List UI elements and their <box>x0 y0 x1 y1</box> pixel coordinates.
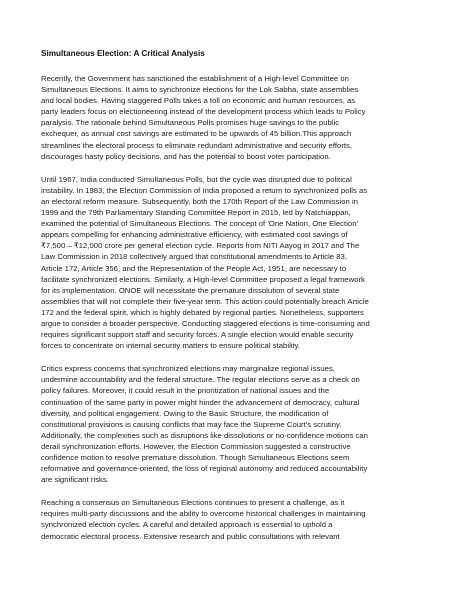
paragraph-history: Until 1967, India conducted Simultaneous Polls, but the cycle was disrupted due to political instability. In 1983, the Election Commission of India proposed a return to synchronized polls as an electoral reform measure. Subsequently, both the 170th Report of the Law Commission in 1999 and the 79th Parliamentary Standing Committee Report in 2015, led by Natchiappan, examined the potential of Simultaneous Elections. The concept of 'One Nation, One Election' appears compelling for enhancing administrative efficiency, with estimated cost savings of ₹7,500 – ₹12,000 crore per general election cycle. Reports from NITI Aayog in 2017 and The Law Commission in 2018 collectively argued that constitutional amendments to Article 83, Article 172, Article 356, and the Representation of the People Act, 1951, are necessary to facilitate synchronized elections. Similarly, a High-level Committee proposed a legal framework for its implementation. ONOE will necessitate the premature dissolution of several state assemblies that will not complete their five-year term. This action could potentially breach Article 172 and the federal spirit, which is highly debated by regional parties. Nonetheless, supporters argue to consider a broader perspective. Conducting staggered elections is time-consuming and requires significant support staff and security forces. A single election would enable security forces to concentrate on internal security matters to ensure political stability. <box>41 174 370 351</box>
paragraph-criticism: Critics express concerns that synchronized elections may marginalize regional issues, undermine accountability and the federal structure. The regular elections serve as a check on policy failures. Moreover, it could result in the prioritization of national issues and the continuation of the same party in power might hinder the advancement of democracy, cultural diversity, and political engagement. Owing to the Basic Structure, the modification of constitutional provisions is causing conflicts that may face the Supreme Court's scrutiny. Additionally, the complexities such as disruptions like dissolutions or no-confidence motions can derail synchronization efforts. However, the Election Commission suggested a constructive confidence motion to resolve premature dissolution. Though Simultaneous Elections seem reformative and governance-oriented, the loss of regional autonomy and reduced accountability are significant risks. <box>41 364 368 485</box>
paragraph-intro: Recently, the Government has sanctioned the establishment of a High-level Committee on Simultaneous Elections. It aims to synchronize elections for the Lok Sabha, state assemblies and local bodies. Having staggered Polls takes a toll on economic and human resources, as party leaders focus on electioneering instead of the development process which leads to Policy paralysis. The rationale behind Simultaneous Polls promises huge savings to the public exchequer, as annual cost savings are estimated to be upwards of 45 billion.This approach streamlines the electoral process to eliminate redundant administrative and security efforts, discourages hasty policy decisions, and has the potential to boost voter participation. <box>41 74 366 161</box>
paragraph-consensus: Reaching a consensus on Simultaneous Elections continues to present a challenge, as it requires multi-party discussions and the ability to overcome historical challenges in maintaining synchronized election cycles. A careful and detailed approach is essential to uphold a democratic electoral process. Extensive research and public consultations with relevant <box>41 498 366 541</box>
document-page <box>41 48 436 554</box>
document-title: Simultaneous Election: A Critical Analysis <box>41 49 205 58</box>
